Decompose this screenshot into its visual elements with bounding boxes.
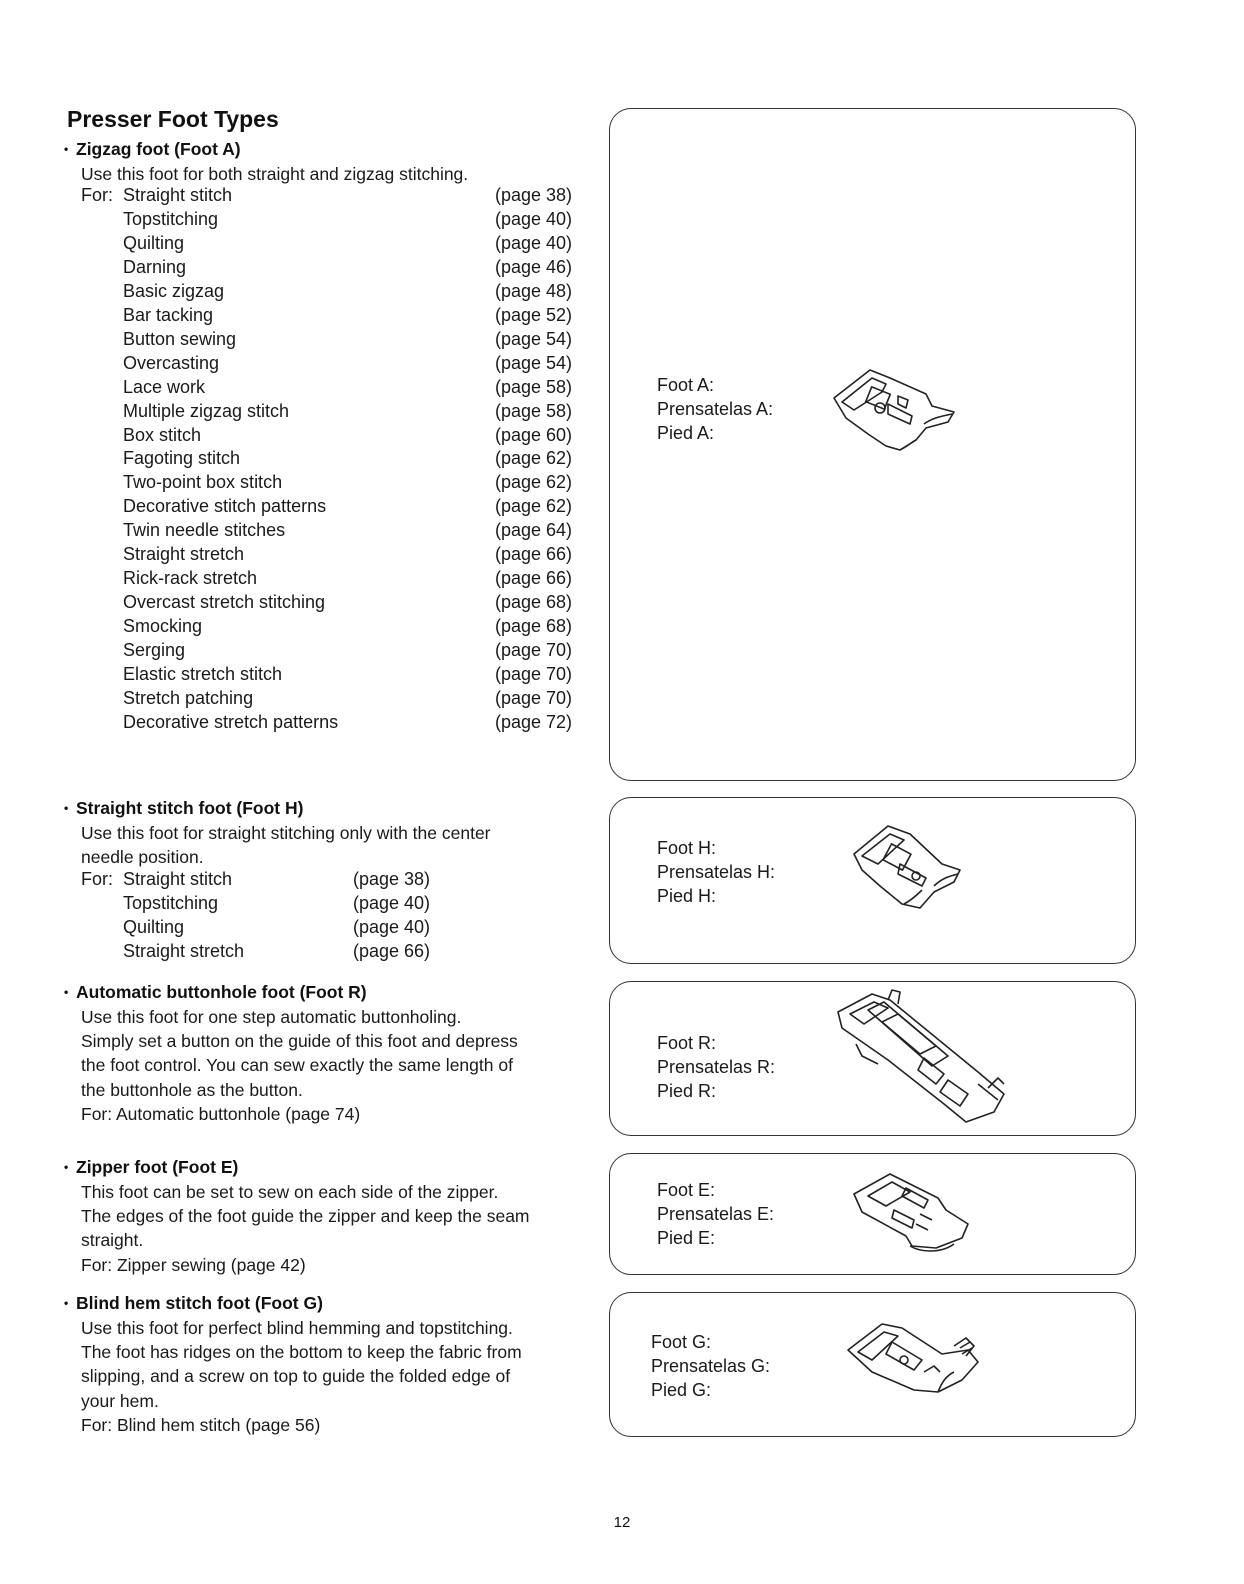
blindhem-foot-heading	[64, 1293, 323, 1314]
use-label: Box stitch	[123, 424, 202, 445]
foot-r-label-en: Foot R:	[657, 1033, 717, 1053]
use-label: Two-point box stitch	[123, 472, 283, 493]
foot-a-labels	[657, 373, 773, 445]
foot-e-label-es: Prensatelas E:	[657, 1204, 775, 1224]
use-label: Rick-rack stretch	[123, 568, 258, 589]
bullet-icon: •	[64, 985, 69, 999]
use-label: Straight stretch	[123, 940, 245, 961]
page-reference: (page 46)	[495, 256, 573, 277]
page-reference: (page 54)	[495, 352, 573, 373]
use-label: Straight stitch	[123, 185, 233, 205]
use-label: Bar tacking	[123, 304, 214, 325]
page-title: Presser Foot Types	[67, 106, 279, 132]
bullet-icon: •	[64, 1160, 69, 1174]
foot-r-label-es: Prensatelas R:	[657, 1057, 776, 1077]
page-reference: (page 62)	[495, 448, 573, 469]
presser-foot-e-icon	[850, 1164, 972, 1256]
zigzag-foot-description: Use this foot for both straight and zigzag stitching.	[81, 164, 469, 184]
page-reference: (page 72)	[495, 711, 573, 732]
use-label: Elastic stretch stitch	[123, 664, 283, 684]
use-label: Decorative stitch patterns	[123, 496, 327, 517]
use-label: Multiple zigzag stitch	[123, 400, 290, 421]
page-reference: (page 52)	[495, 304, 573, 325]
page-number: 12	[613, 1514, 631, 1531]
page-reference: (page 70)	[495, 640, 573, 661]
for-label: For:	[81, 185, 114, 205]
use-label: Overcasting	[123, 352, 220, 373]
straight-foot-description: Use this foot for straight stitching only with the center needle position.	[81, 823, 491, 868]
page-reference: (page 40)	[353, 916, 431, 937]
foot-g-labels	[651, 1330, 770, 1402]
foot-g-label-fr: Pied G:	[651, 1380, 712, 1400]
use-label: Twin needle stitches	[123, 520, 286, 541]
page-reference: (page 62)	[495, 496, 573, 517]
use-label: Quilting	[123, 916, 185, 937]
bullet-icon: •	[64, 801, 69, 815]
zipper-foot-heading	[64, 1157, 238, 1178]
use-label: Stretch patching	[123, 687, 254, 708]
buttonhole-foot-heading	[64, 982, 367, 1003]
use-label: Button sewing	[123, 328, 237, 349]
foot-e-label-en: Foot E:	[657, 1180, 716, 1200]
page-reference: (page 70)	[495, 687, 573, 708]
page-reference: (page 40)	[495, 232, 573, 253]
use-label: Basic zigzag	[123, 280, 225, 301]
use-label: Overcast stretch stitching	[123, 592, 326, 613]
foot-h-label-fr: Pied H:	[657, 886, 717, 906]
page-reference: (page 66)	[353, 940, 431, 961]
page-reference: (page 68)	[495, 616, 573, 637]
use-label: Lace work	[123, 376, 206, 397]
foot-a-label-fr: Pied A:	[657, 423, 715, 443]
foot-a-label-en: Foot A:	[657, 375, 715, 395]
zipper-foot-description: This foot can be set to sew on each side of the zipper. The edges of the foot guide the zipper and keep the seam straight. For: Zipper sewing (page 42)	[81, 1182, 530, 1275]
zigzag-foot-title: Zigzag foot (Foot A)	[76, 139, 241, 159]
foot-e-labels	[657, 1178, 774, 1250]
page-reference: (page 38)	[353, 869, 431, 889]
use-label: Quilting	[123, 232, 185, 253]
page-reference: (page 58)	[495, 400, 573, 421]
page-reference: (page 38)	[495, 185, 573, 205]
page-reference: (page 54)	[495, 328, 573, 349]
use-label: Topstitching	[123, 892, 219, 913]
presser-foot-r-icon	[828, 984, 1018, 1126]
straight-foot-title: Straight stitch foot (Foot H)	[76, 798, 304, 818]
foot-g-label-en: Foot G:	[651, 1332, 712, 1352]
bullet-icon: •	[64, 142, 69, 156]
page-reference: (page 40)	[353, 892, 431, 913]
page-reference: (page 66)	[495, 568, 573, 589]
page-reference: (page 58)	[495, 376, 573, 397]
foot-a-label-es: Prensatelas A:	[657, 399, 774, 419]
buttonhole-foot-title: Automatic buttonhole foot (Foot R)	[76, 982, 367, 1002]
foot-r-label-fr: Pied R:	[657, 1081, 717, 1101]
use-label: Smocking	[123, 616, 203, 637]
page-reference: (page 40)	[495, 208, 573, 229]
use-label: Serging	[123, 640, 186, 661]
buttonhole-foot-description: Use this foot for one step automatic buttonholing. Simply set a button on the guide of this foot and depress the foot control. You can sew exactly the same length of the buttonhole as the button. For: Automatic buttonhole (page 74)	[81, 1007, 518, 1124]
foot-g-label-es: Prensatelas G:	[651, 1356, 771, 1376]
foot-h-labels	[657, 836, 775, 908]
use-label: Darning	[123, 256, 187, 277]
presser-foot-a-icon	[828, 364, 960, 456]
use-label: Decorative stretch patterns	[123, 711, 339, 732]
page-reference: (page 62)	[495, 472, 573, 493]
zigzag-foot-heading	[64, 139, 241, 160]
page-reference: (page 68)	[495, 592, 573, 613]
use-label: Straight stitch	[123, 869, 233, 889]
blindhem-foot-title: Blind hem stitch foot (Foot G)	[76, 1293, 323, 1313]
page-reference: (page 60)	[495, 424, 573, 445]
page-reference: (page 66)	[495, 544, 573, 565]
page-reference: (page 70)	[495, 664, 573, 684]
foot-r-labels	[657, 1031, 775, 1103]
use-label: Straight stretch	[123, 544, 245, 565]
straight-foot-heading	[64, 798, 303, 819]
blindhem-foot-description: Use this foot for perfect blind hemming and topstitching. The foot has ridges on the bottom to keep the fabric from slipping, and a screw on top to guide the folded edge of your hem. For: Blind hem stitch (page 56)	[81, 1318, 522, 1435]
foot-h-label-en: Foot H:	[657, 838, 717, 858]
foot-e-label-fr: Pied E:	[657, 1228, 716, 1248]
page-reference: (page 64)	[495, 520, 573, 541]
presser-foot-g-icon	[842, 1316, 984, 1396]
bullet-icon: •	[64, 1296, 69, 1310]
for-label: For:	[81, 869, 114, 889]
foot-h-label-es: Prensatelas H:	[657, 862, 776, 882]
zipper-foot-title: Zipper foot (Foot E)	[76, 1157, 239, 1177]
presser-foot-h-icon	[850, 820, 966, 912]
page-reference: (page 48)	[495, 280, 573, 301]
use-label: Topstitching	[123, 208, 219, 229]
use-label: Fagoting stitch	[123, 448, 241, 469]
